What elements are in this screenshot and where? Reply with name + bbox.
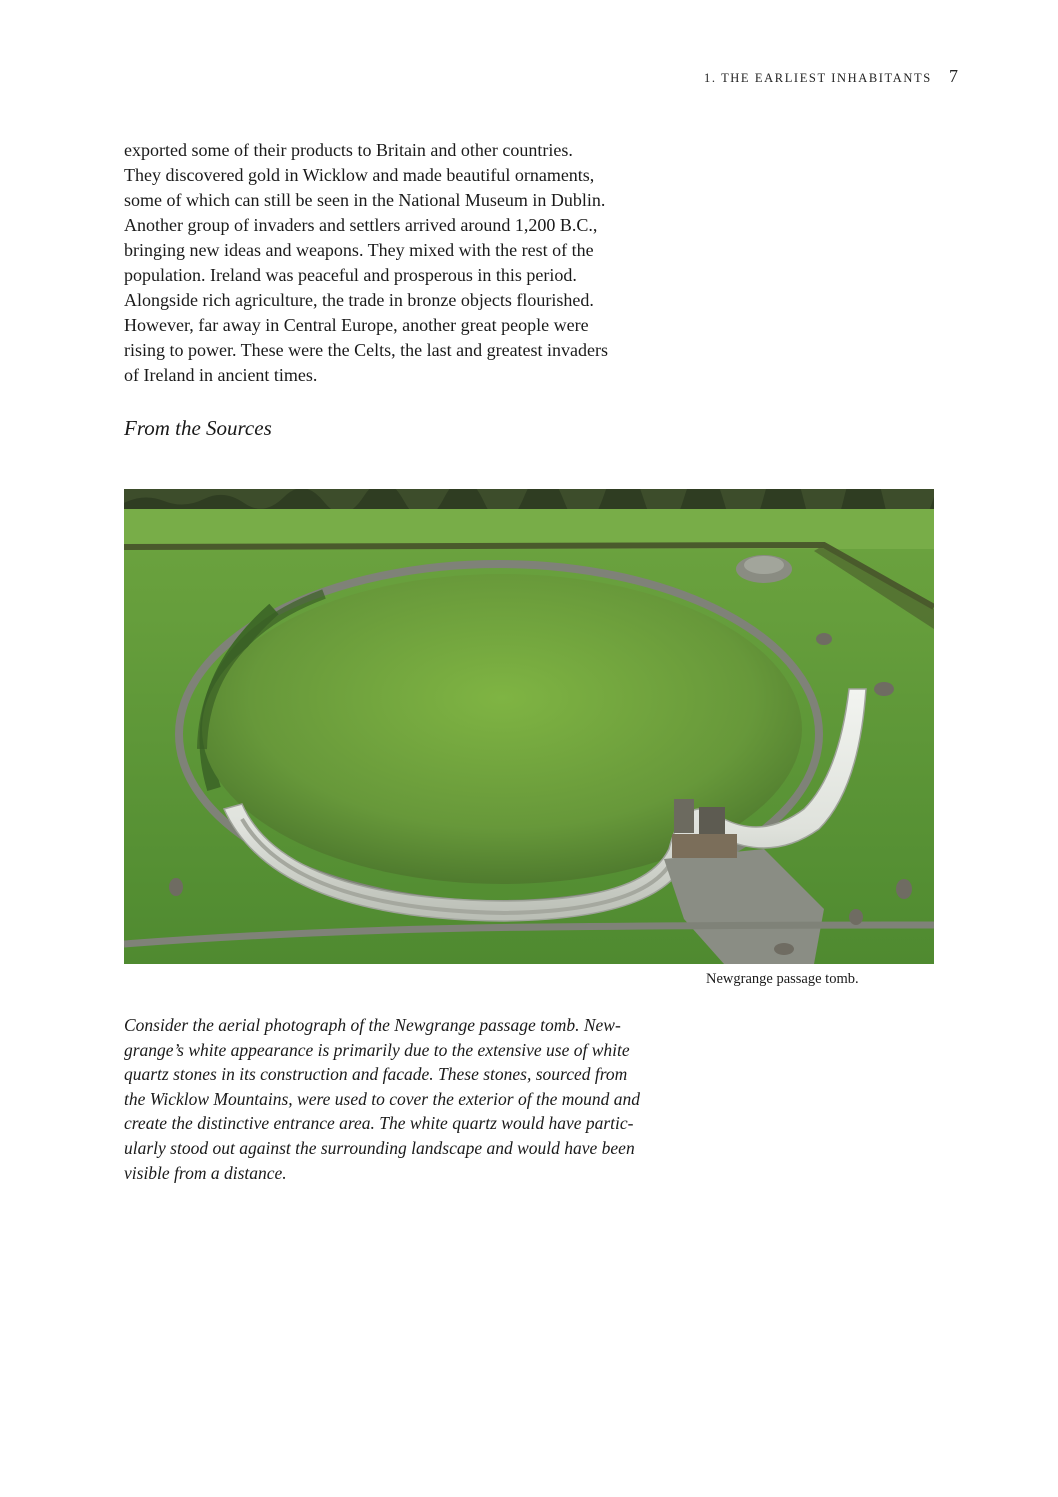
body-line: Alongside rich agriculture, the trade in bronze objects flourished. xyxy=(124,290,594,310)
chapter-title: 1. THE EARLIEST INHABITANTS xyxy=(704,71,932,85)
figure-caption: Newgrange passage tomb. xyxy=(706,971,859,987)
commentary-line: the Wicklow Mountains, were used to cover the exterior of the mound and xyxy=(124,1088,640,1109)
body-line: bringing new ideas and weapons. They mixed with the rest of the xyxy=(124,240,594,260)
source-commentary xyxy=(124,1013,669,1185)
body-line: Another group of invaders and settlers arrived around 1,200 B.C., xyxy=(124,215,598,235)
commentary-line: grange’s white appearance is primarily due to the extensive use of white xyxy=(124,1039,630,1060)
body-paragraph xyxy=(124,138,664,388)
commentary-line: Consider the aerial photograph of the Newgrange passage tomb. New- xyxy=(124,1015,621,1035)
page-number: 7 xyxy=(949,66,958,86)
newgrange-aerial-photo xyxy=(124,489,934,964)
commentary-line: ularly stood out against the surrounding landscape and would have been xyxy=(124,1137,635,1158)
body-line: rising to power. These were the Celts, the last and greatest invaders xyxy=(124,340,609,360)
body-line: some of which can still be seen in the National Museum in Dublin. xyxy=(124,190,606,210)
body-line: of Ireland in ancient times. xyxy=(124,365,318,385)
body-line: They discovered gold in Wicklow and made beautiful ornaments, xyxy=(124,165,595,185)
commentary-line: create the distinctive entrance area. The white quartz would have partic- xyxy=(124,1113,634,1134)
commentary-line: visible from a distance. xyxy=(124,1162,287,1183)
body-line: population. Ireland was peaceful and prosperous in this period. xyxy=(124,265,577,285)
commentary-line: quartz stones in its construction and facade. These stones, sourced from xyxy=(124,1064,628,1085)
body-line: exported some of their products to Britain and other countries. xyxy=(124,140,573,160)
body-line: However, far away in Central Europe, another great people were xyxy=(124,315,589,335)
running-head xyxy=(704,66,958,87)
section-heading: From the Sources xyxy=(124,416,272,440)
